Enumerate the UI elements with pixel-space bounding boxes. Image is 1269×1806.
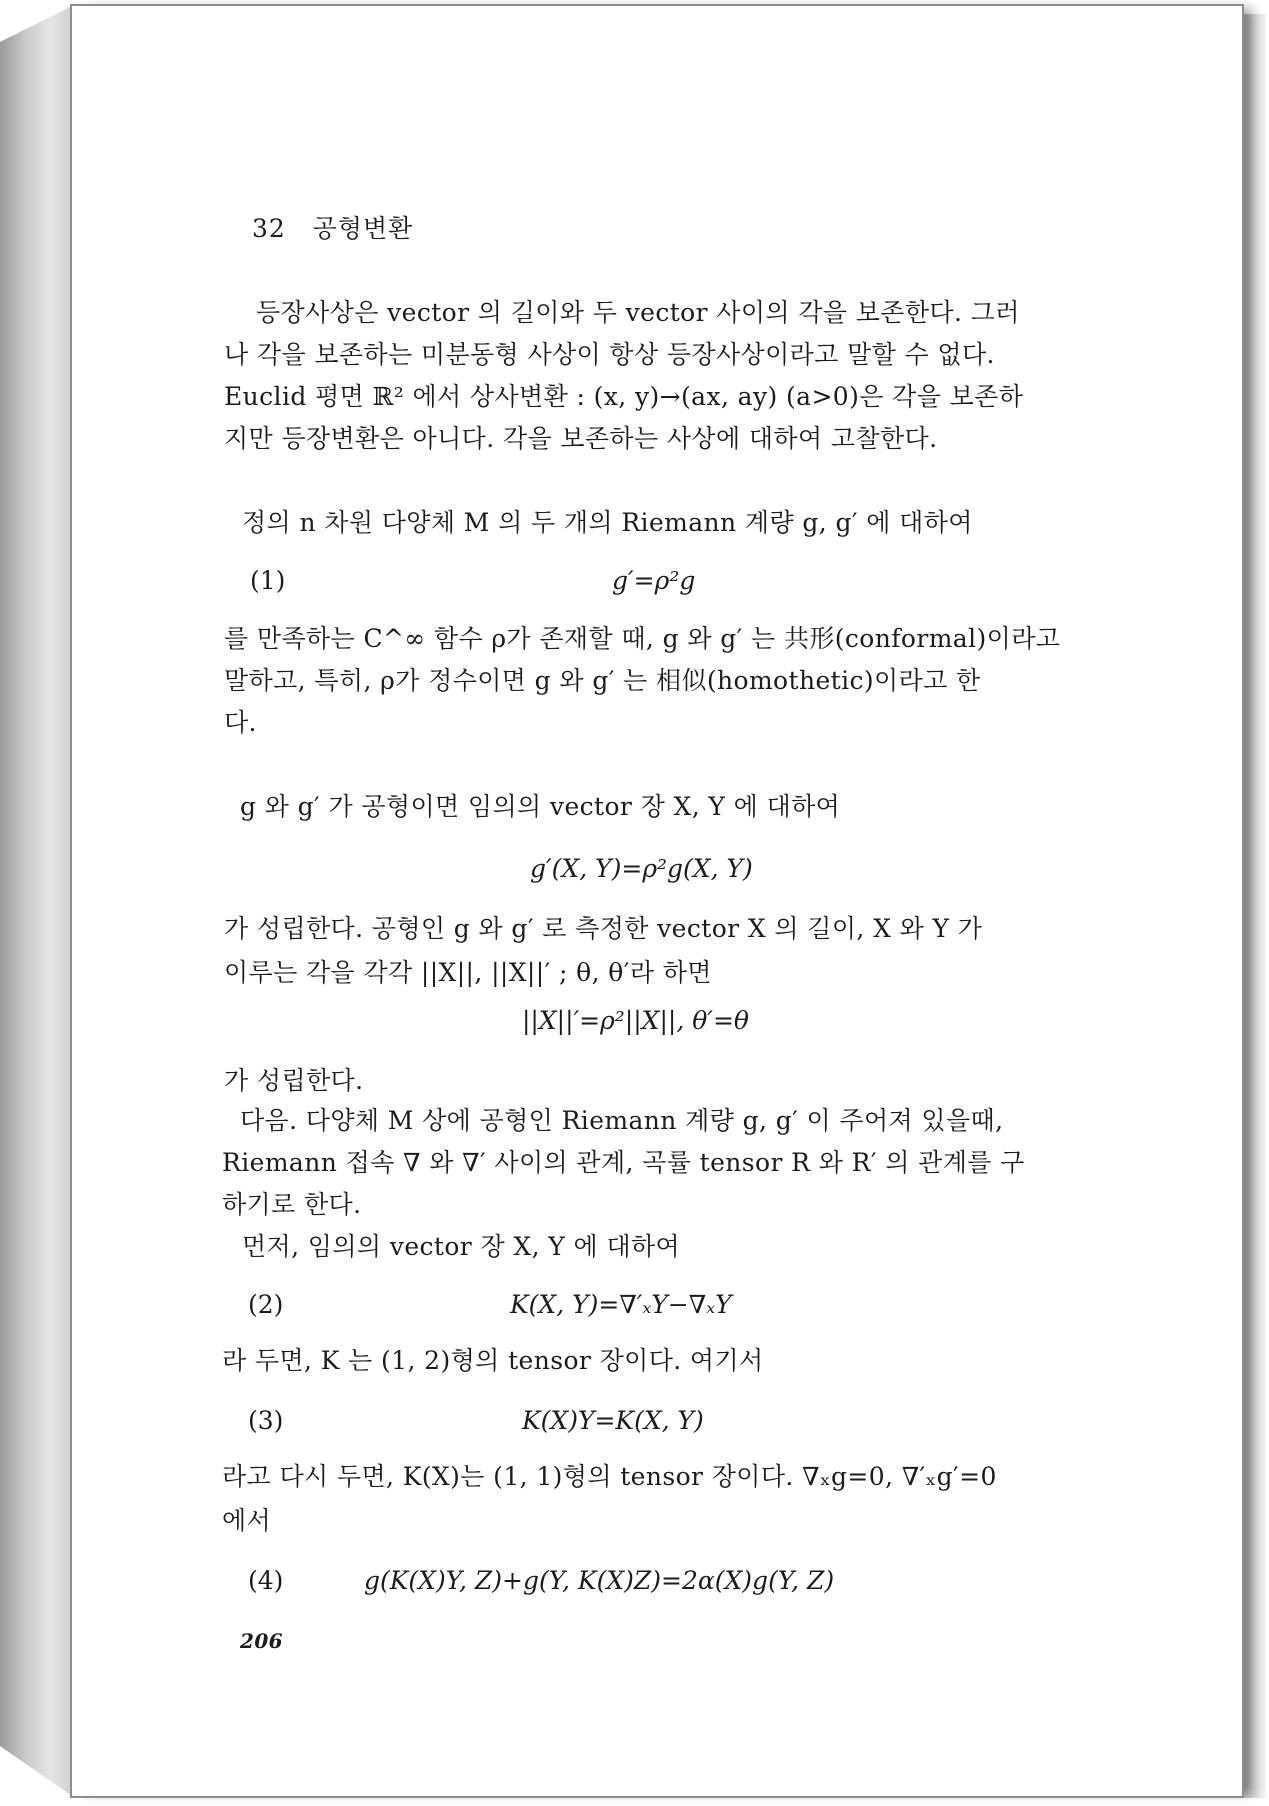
header-page-label: 32 (252, 214, 286, 243)
text-line: 가 성립한다. (224, 1066, 364, 1095)
equation: K(X, Y)=∇′ₓY−∇ₓY (510, 1290, 732, 1319)
text-line: 하기로 한다. (222, 1190, 362, 1219)
equation: g′(X, Y)=ρ²g(X, Y) (530, 854, 753, 883)
text-line: 다. (224, 708, 257, 737)
text-line: 먼저, 임의의 vector 장 X, Y 에 대하여 (242, 1232, 681, 1261)
text-line: 지만 등장변환은 아니다. 각을 보존하는 사상에 대하여 고찰한다. (224, 424, 938, 453)
text-line: g 와 g′ 가 공형이면 임의의 vector 장 X, Y 에 대하여 (240, 792, 841, 821)
text-line: 라고 다시 두면, K(X)는 (1, 1)형의 tensor 장이다. ∇ₓg=0, ∇′ₓg′=0 (222, 1462, 997, 1491)
equation-number: (4) (248, 1566, 284, 1595)
equation: ||X||′=ρ²||X||, θ′=θ (522, 1006, 749, 1035)
book-spine-edge (0, 6, 72, 1796)
page-number: 206 (240, 1629, 283, 1653)
text-line: 이루는 각을 각각 ||X||, ||X||′ ; θ, θ′라 하면 (224, 958, 712, 987)
equation-number: (1) (250, 566, 286, 595)
text-line: 등장사상은 vector 의 길이와 두 vector 사이의 각을 보존한다. 그러 (256, 298, 1020, 327)
text-line: 라 두면, K 는 (1, 2)형의 tensor 장이다. 여기서 (222, 1346, 764, 1375)
running-header (252, 214, 413, 244)
page-shadow (1244, 14, 1266, 1798)
text-line: 가 성립한다. 공형인 g 와 g′ 로 측정한 vector X 의 길이, X 와 Y 가 (224, 914, 983, 943)
header-section-title: 공형변환 (312, 214, 414, 243)
text-line: 말하고, 특히, ρ가 정수이면 g 와 g′ 는 相似(homothetic)이라고 한 (224, 666, 981, 695)
text-line: 다음. 다양체 M 상에 공형인 Riemann 계량 g, g′ 이 주어져 있을때, (240, 1106, 1004, 1135)
book-page (70, 4, 1244, 1798)
text-line: Euclid 평면 ℝ² 에서 상사변환 : (x, y)→(ax, ay) (a>0)은 각을 보존하 (224, 382, 1024, 411)
text-line: 나 각을 보존하는 미분동형 사상이 항상 등장사상이라고 말할 수 없다. (224, 340, 995, 369)
equation: K(X)Y=K(X, Y) (522, 1406, 704, 1435)
text-line: 를 만족하는 C^∞ 함수 ρ가 존재할 때, g 와 g′ 는 共形(conformal)이라고 (224, 624, 1061, 653)
equation-number: (2) (248, 1290, 284, 1319)
text-line: Riemann 접속 ∇ 와 ∇′ 사이의 관계, 곡률 tensor R 와 R′ 의 관계를 구 (222, 1148, 1025, 1177)
definition-line: 정의 n 차원 다양체 M 의 두 개의 Riemann 계량 g, g′ 에 대하여 (242, 508, 973, 537)
equation: g′=ρ²g (612, 566, 696, 595)
equation: g(K(X)Y, Z)+g(Y, K(X)Z)=2α(X)g(Y, Z) (364, 1566, 835, 1595)
equation-number: (3) (248, 1406, 284, 1435)
text-line: 에서 (222, 1506, 272, 1535)
